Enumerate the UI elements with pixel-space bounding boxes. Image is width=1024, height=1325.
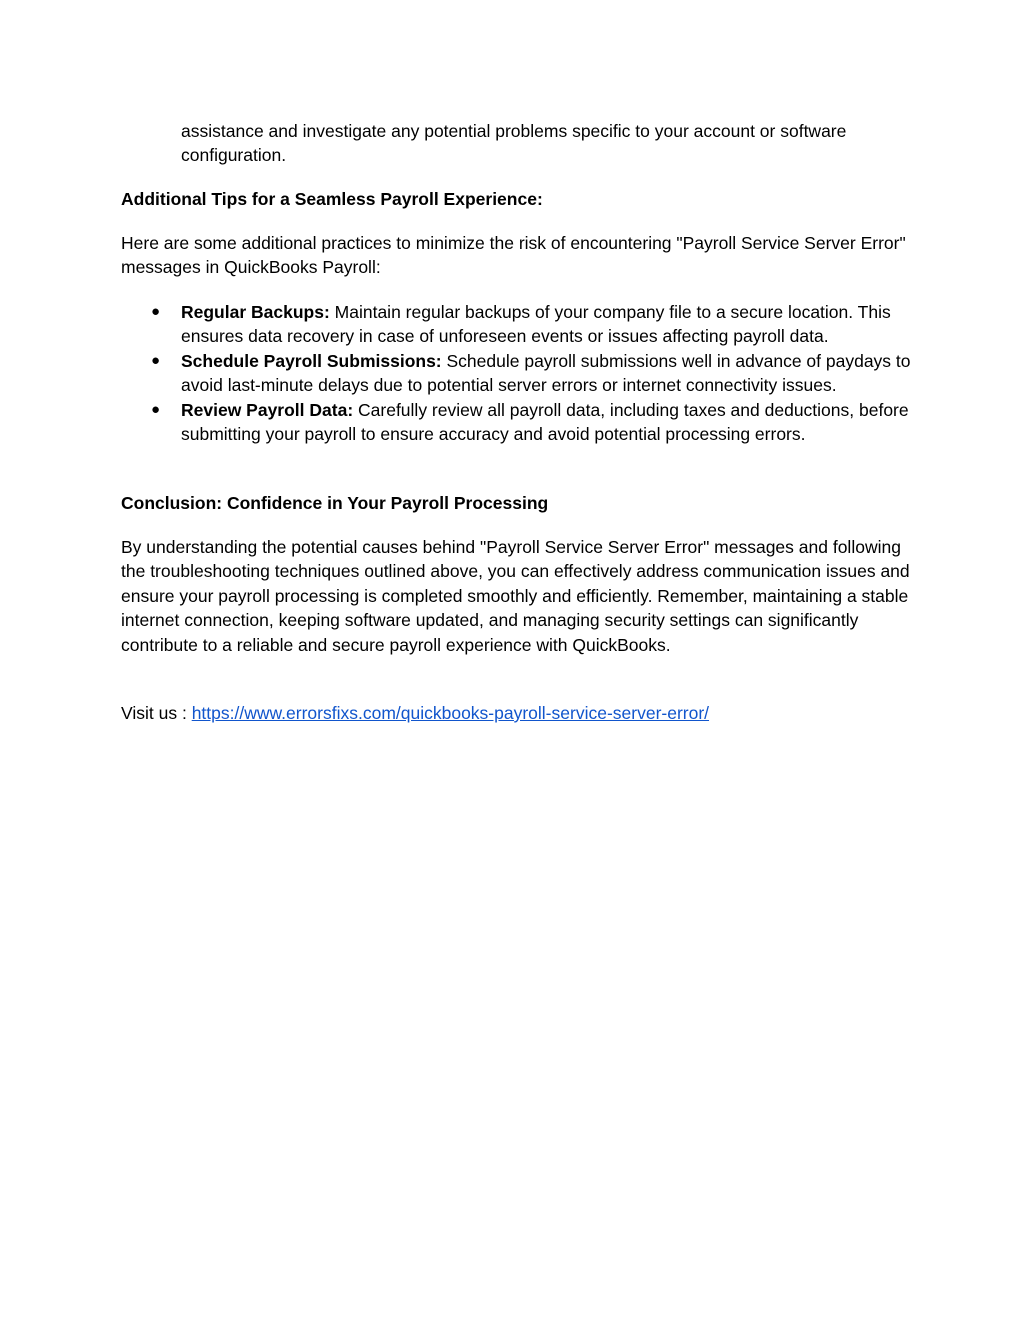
list-item xyxy=(121,349,921,398)
tip-title: Review Payroll Data: xyxy=(181,399,354,420)
tips-heading: Additional Tips for a Seamless Payroll Experience: xyxy=(121,189,543,209)
conclusion-heading: Conclusion: Confidence in Your Payroll Processing xyxy=(121,493,549,513)
bullet-icon: ● xyxy=(151,303,161,320)
list-item xyxy=(121,300,921,349)
continuation-paragraph: assistance and investigate any potential problems specific to your account or software configuration. xyxy=(181,121,847,166)
tip-title: Schedule Payroll Submissions: xyxy=(181,350,442,371)
tip-title: Regular Backups: xyxy=(181,302,330,322)
tips-list xyxy=(121,300,921,446)
bullet-icon: ● xyxy=(151,400,161,418)
errorsfixs-link[interactable]: https://www.errorsfixs.com/quickbooks-payroll-service-server-error/ xyxy=(191,703,710,723)
tips-intro-paragraph: Here are some additional practices to minimize the risk of encountering "Payroll Service Server Error" messages in QuickBooks Payroll: xyxy=(121,233,906,278)
visit-line xyxy=(121,701,921,725)
tip-text: Carefully review all payroll data, including taxes and deductions, before submitting your payroll to ensure accuracy and avoid potential processing errors. xyxy=(181,399,909,445)
list-item xyxy=(121,398,921,447)
visit-label: Visit us : xyxy=(121,703,192,723)
tip-text: Schedule payroll submissions well in advance of paydays to avoid last-minute delays due to potential server errors or internet connectivity issues. xyxy=(181,350,911,396)
conclusion-paragraph: By understanding the potential causes behind "Payroll Service Server Error" messages and following the troubleshooting techniques outlined above, you can effectively address communication issues and ensure your payroll processing is completed smoothly and efficiently. Remember, maintaining a stable internet connection, keeping software updated, and managing security settings can significantly contribute to a reliable and secure payroll experience with QuickBooks. xyxy=(121,537,910,655)
tip-text: Maintain regular backups of your company file to a secure location. This ensures data recovery in case of unforeseen events or issues affecting payroll data. xyxy=(181,302,891,347)
bullet-icon: ● xyxy=(151,351,161,369)
